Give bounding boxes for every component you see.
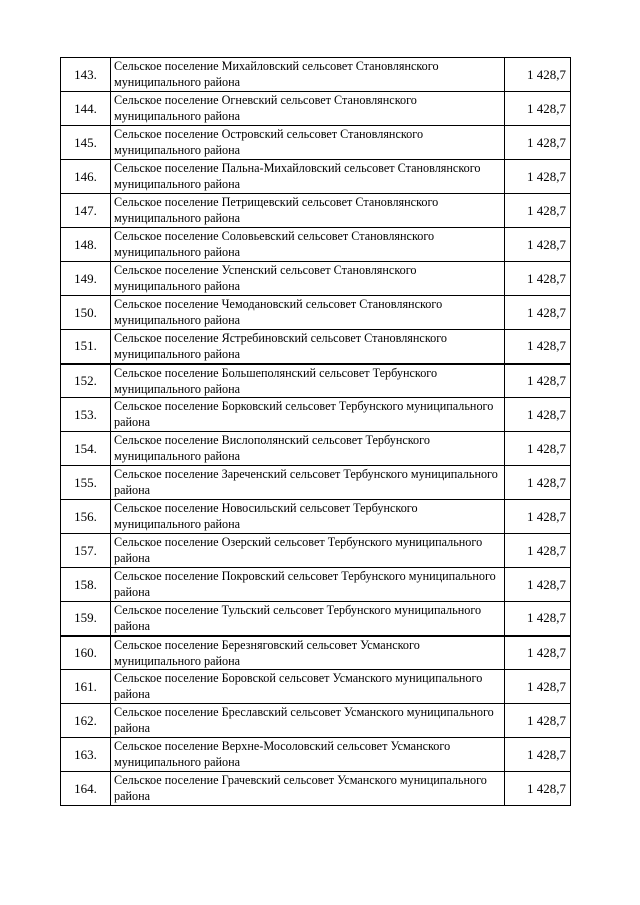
row-number: 164.	[61, 772, 111, 806]
settlement-name: Сельское поселение Березняговский сельсовет Усманского муниципального района	[111, 636, 505, 670]
table-row	[61, 466, 571, 500]
settlement-name: Сельское поселение Ястребиновский сельсовет Становлянского муниципального района	[111, 330, 505, 364]
amount-value: 1 428,7	[505, 568, 571, 602]
row-number: 154.	[61, 432, 111, 466]
row-number: 149.	[61, 262, 111, 296]
row-number: 157.	[61, 534, 111, 568]
row-number: 147.	[61, 194, 111, 228]
settlement-name: Сельское поселение Бреславский сельсовет Усманского муниципального района	[111, 704, 505, 738]
amount-value: 1 428,7	[505, 364, 571, 398]
settlement-name: Сельское поселение Борковский сельсовет Тербунского муниципального района	[111, 398, 505, 432]
table-row	[61, 568, 571, 602]
settlement-name: Сельское поселение Вислополянский сельсовет Тербунского муниципального района	[111, 432, 505, 466]
row-number: 148.	[61, 228, 111, 262]
table-row	[61, 398, 571, 432]
table-row	[61, 432, 571, 466]
amount-value: 1 428,7	[505, 704, 571, 738]
row-number: 144.	[61, 92, 111, 126]
row-number: 161.	[61, 670, 111, 704]
amount-value: 1 428,7	[505, 670, 571, 704]
amount-value: 1 428,7	[505, 58, 571, 92]
table-row	[61, 92, 571, 126]
row-number: 153.	[61, 398, 111, 432]
settlement-name: Сельское поселение Новосильский сельсовет Тербунского муниципального района	[111, 500, 505, 534]
allocation-table	[60, 57, 571, 806]
row-number: 152.	[61, 364, 111, 398]
amount-value: 1 428,7	[505, 160, 571, 194]
amount-value: 1 428,7	[505, 330, 571, 364]
amount-value: 1 428,7	[505, 602, 571, 636]
table-row	[61, 534, 571, 568]
row-number: 155.	[61, 466, 111, 500]
table-row	[61, 126, 571, 160]
document-page	[60, 57, 566, 806]
table-row	[61, 738, 571, 772]
settlement-name: Сельское поселение Верхне-Мосоловский сельсовет Усманского муниципального района	[111, 738, 505, 772]
settlement-name: Сельское поселение Соловьевский сельсовет Становлянского муниципального района	[111, 228, 505, 262]
amount-value: 1 428,7	[505, 432, 571, 466]
row-number: 143.	[61, 58, 111, 92]
row-number: 145.	[61, 126, 111, 160]
table-row	[61, 194, 571, 228]
settlement-name: Сельское поселение Огневский сельсовет Становлянского муниципального района	[111, 92, 505, 126]
amount-value: 1 428,7	[505, 262, 571, 296]
row-number: 162.	[61, 704, 111, 738]
settlement-name: Сельское поселение Чемодановский сельсовет Становлянского муниципального района	[111, 296, 505, 330]
settlement-name: Сельское поселение Грачевский сельсовет Усманского муниципального района	[111, 772, 505, 806]
amount-value: 1 428,7	[505, 466, 571, 500]
table-row	[61, 262, 571, 296]
settlement-name: Сельское поселение Боровской сельсовет Усманского муниципального района	[111, 670, 505, 704]
row-number: 151.	[61, 330, 111, 364]
row-number: 159.	[61, 602, 111, 636]
settlement-name: Сельское поселение Зареченский сельсовет Тербунского муниципального района	[111, 466, 505, 500]
amount-value: 1 428,7	[505, 296, 571, 330]
table-row	[61, 636, 571, 670]
table-row	[61, 602, 571, 636]
amount-value: 1 428,7	[505, 194, 571, 228]
settlement-name: Сельское поселение Покровский сельсовет Тербунского муниципального района	[111, 568, 505, 602]
table-row	[61, 228, 571, 262]
amount-value: 1 428,7	[505, 772, 571, 806]
table-row	[61, 330, 571, 364]
row-number: 158.	[61, 568, 111, 602]
settlement-name: Сельское поселение Тульский сельсовет Тербунского муниципального района	[111, 602, 505, 636]
amount-value: 1 428,7	[505, 500, 571, 534]
table-row	[61, 670, 571, 704]
settlement-name: Сельское поселение Пальна-Михайловский сельсовет Становлянского муниципального района	[111, 160, 505, 194]
row-number: 150.	[61, 296, 111, 330]
table-row	[61, 364, 571, 398]
row-number: 156.	[61, 500, 111, 534]
amount-value: 1 428,7	[505, 228, 571, 262]
amount-value: 1 428,7	[505, 398, 571, 432]
table-row	[61, 58, 571, 92]
settlement-name: Сельское поселение Большеполянский сельсовет Тербунского муниципального района	[111, 364, 505, 398]
row-number: 160.	[61, 636, 111, 670]
amount-value: 1 428,7	[505, 636, 571, 670]
table-row	[61, 160, 571, 194]
table-row	[61, 500, 571, 534]
table-row	[61, 704, 571, 738]
table-row	[61, 296, 571, 330]
amount-value: 1 428,7	[505, 738, 571, 772]
table-row	[61, 772, 571, 806]
row-number: 146.	[61, 160, 111, 194]
amount-value: 1 428,7	[505, 92, 571, 126]
amount-value: 1 428,7	[505, 126, 571, 160]
amount-value: 1 428,7	[505, 534, 571, 568]
row-number: 163.	[61, 738, 111, 772]
settlement-name: Сельское поселение Успенский сельсовет Становлянского муниципального района	[111, 262, 505, 296]
settlement-name: Сельское поселение Петрищевский сельсовет Становлянского муниципального района	[111, 194, 505, 228]
settlement-name: Сельское поселение Озерский сельсовет Тербунского муниципального района	[111, 534, 505, 568]
settlement-name: Сельское поселение Михайловский сельсовет Становлянского муниципального района	[111, 58, 505, 92]
settlement-name: Сельское поселение Островский сельсовет Становлянского муниципального района	[111, 126, 505, 160]
